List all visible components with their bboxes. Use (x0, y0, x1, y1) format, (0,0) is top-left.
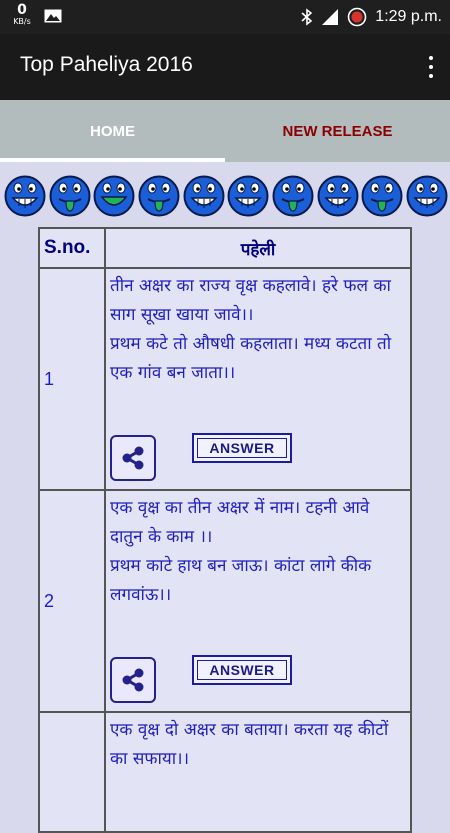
grin-face-icon (183, 175, 225, 217)
share-icon (119, 666, 147, 694)
grin-face-icon (406, 175, 448, 217)
table-row (39, 490, 411, 712)
share-button[interactable] (110, 657, 156, 703)
tab-bar (0, 100, 450, 162)
table-row (39, 268, 411, 490)
riddle-text: एक वृक्ष का तीन अक्षर में नाम। टहनी आवे दातुन के काम ।। प्रथम काटे हाथ बन जाऊ। कांटा लागे कीक लगवांऊ।। (110, 498, 372, 605)
status-bar (0, 0, 450, 34)
tongue-face-icon (49, 175, 91, 217)
laughing-face-icon (93, 175, 135, 217)
battery-icon (347, 7, 367, 27)
answer-label: ANSWER (197, 438, 287, 458)
riddle-text: तीन अक्षर का राज्य वृक्ष कहलावे। हरे फल का साग सूखा खाया जावे।। प्रथम कटे तो औषधी कहलाता। मध्य कटता तो एक गांव बन जाता।। (110, 276, 392, 383)
app-title: Top Paheliya 2016 (20, 53, 193, 76)
row-number (39, 712, 105, 832)
riddle-cell (105, 268, 411, 490)
bluetooth-icon (301, 8, 313, 26)
active-tab-indicator (0, 158, 225, 162)
image-icon (44, 9, 62, 23)
signal-icon (321, 8, 339, 26)
header-paheli: पहेली (105, 228, 411, 268)
riddle-table (38, 227, 412, 827)
tab-new-release[interactable]: NEW RELEASE (282, 122, 393, 140)
row-number: 1 (39, 268, 105, 490)
grin-face-icon (4, 175, 46, 217)
status-time: 1:29 p.m. (375, 8, 442, 25)
header-sno: S.no. (39, 228, 105, 268)
app-bar (0, 34, 450, 100)
tongue-face-icon (138, 175, 180, 217)
share-icon (119, 444, 147, 472)
answer-button[interactable] (192, 433, 292, 463)
network-speed (8, 3, 36, 26)
overflow-menu-icon[interactable] (428, 56, 434, 78)
grin-face-icon (227, 175, 269, 217)
grin-face-icon (317, 175, 359, 217)
smiley-row (4, 175, 448, 219)
row-number: 2 (39, 490, 105, 712)
table-row (39, 712, 411, 832)
answer-button[interactable] (192, 655, 292, 685)
tongue-face-icon (361, 175, 403, 217)
share-button[interactable] (110, 435, 156, 481)
riddle-text: एक वृक्ष दो अक्षर का बताया। करता यह कीटों का सफाया।। (110, 720, 389, 769)
tongue-face-icon (272, 175, 314, 217)
tab-home[interactable]: HOME (90, 122, 135, 140)
network-speed-value: 0 (17, 2, 27, 18)
riddle-cell (105, 490, 411, 712)
riddle-cell (105, 712, 411, 832)
network-speed-unit: KB/s (13, 17, 31, 26)
answer-label: ANSWER (197, 660, 287, 680)
table-header-row (39, 228, 411, 268)
